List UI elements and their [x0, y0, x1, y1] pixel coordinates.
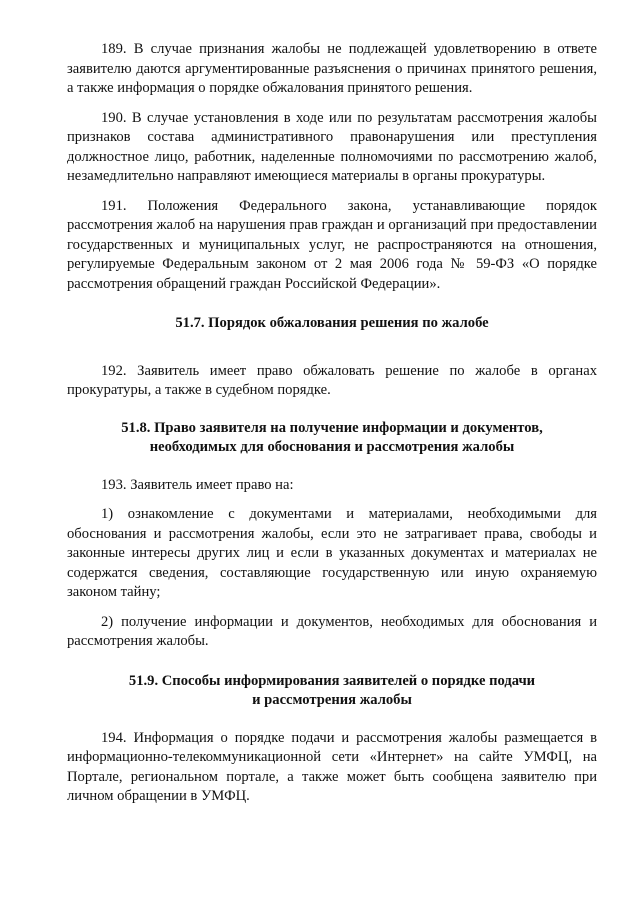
paragraph-190: 190. В случае установления в ходе или по результатам рассмотрения жалобы признаков состава административного правонарушения или преступления должностное лицо, работник, наделенные полномочиями по рассмотрению жалоб, незамедлительно направляют имеющиеся материалы в органы прокуратуры.: [67, 109, 597, 184]
document-page: [67, 40, 597, 807]
heading-line: и рассмотрения жалобы: [252, 692, 412, 708]
section-heading-51-8: [67, 419, 597, 458]
section-heading-51-9: [67, 672, 597, 711]
paragraph-194: 194. Информация о порядке подачи и рассмотрения жалобы размещается в информационно-телекоммуникационной сети «Интернет» на сайте УМФЦ, на Портале, региональном портале, а также может быть сообщена заявителю при личном обращении в УМФЦ.: [67, 729, 597, 804]
paragraph-193-item-2: 2) получение информации и документов, необходимых для обоснования и рассмотрения жалобы.: [67, 613, 597, 649]
paragraph-192: 192. Заявитель имеет право обжаловать решение по жалобе в органах прокуратуры, а также в судебном порядке.: [67, 362, 597, 398]
heading-line: 51.9. Способы информирования заявителей о порядке подачи: [128, 672, 536, 689]
paragraph-193: 193. Заявитель имеет право на:: [101, 476, 294, 493]
heading-line: 51.8. Право заявителя на получение информации и документов,: [121, 419, 543, 436]
heading-line: необходимых для обоснования и рассмотрения жалобы: [149, 439, 515, 455]
paragraph-191: 191. Положения Федерального закона, устанавливающие порядок рассмотрения жалоб на нарушения прав граждан и организаций при предоставлении государственных и муниципальных услуг, не распространяются на отношения, регулируемые Федеральным законом от 2 мая 2006 года № 59-ФЗ «О порядке рассмотрения обращений граждан Российской Федерации».: [67, 197, 597, 292]
heading-line: 51.7. Порядок обжалования решения по жалобе: [175, 315, 489, 331]
paragraph-193-item-1: 1) ознакомление с документами и материалами, необходимыми для обоснования и рассмотрения жалобы, если это не затрагивает права, свободы и законные интересы других лиц и если в указанных документах и материалах не содержатся сведения, составляющие государственную или иную охраняемую законом тайну;: [67, 506, 597, 600]
section-heading-51-7: [67, 314, 597, 334]
paragraph-189: 189. В случае признания жалобы не подлежащей удовлетворению в ответе заявителю даются аргументированные разъяснения о причинах принятого решения, а также информация о порядке обжалования принятого решения.: [67, 41, 597, 96]
